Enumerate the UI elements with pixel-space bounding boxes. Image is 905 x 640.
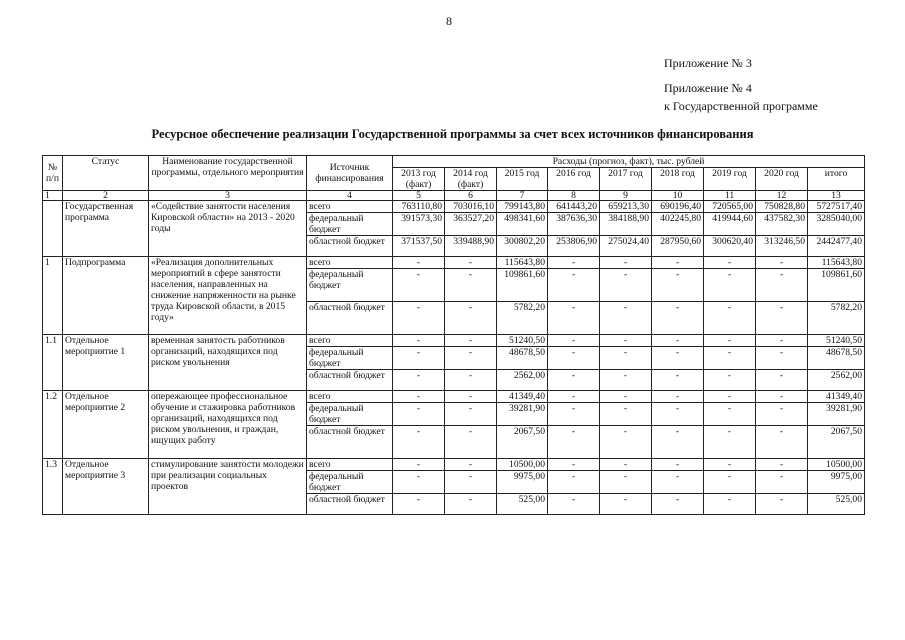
row-year-value: - <box>756 426 808 459</box>
row-year-value: - <box>445 494 497 515</box>
row-year-value: - <box>600 426 652 459</box>
row-year-value: 2067,50 <box>497 426 548 459</box>
row-year-value: - <box>393 269 445 302</box>
column-index: 13 <box>808 191 865 201</box>
row-total-value: 10500,00 <box>808 459 865 471</box>
row-year-value: - <box>393 335 445 347</box>
column-index: 6 <box>445 191 497 201</box>
row-year-value: - <box>652 302 704 335</box>
row-total-value: 109861,60 <box>808 269 865 302</box>
row-year-value: - <box>756 370 808 391</box>
header-year: 2013 год (факт) <box>393 168 445 191</box>
row-year-value: - <box>393 370 445 391</box>
row-year-value: - <box>704 459 756 471</box>
row-year-value: - <box>600 403 652 426</box>
row-year-value: - <box>445 347 497 370</box>
row-year-value: 799143,80 <box>497 201 548 213</box>
row-total-value: 2442477,40 <box>808 236 865 257</box>
row-year-value: - <box>393 347 445 370</box>
appendix-line-3: к Государственной программе <box>664 99 818 113</box>
row-year-value: - <box>600 335 652 347</box>
row-year-value: - <box>445 370 497 391</box>
row-funding-source: областной бюджет <box>307 370 393 391</box>
table-body <box>43 201 865 515</box>
row-total-value: 48678,50 <box>808 347 865 370</box>
header-year: 2020 год <box>756 168 808 191</box>
row-number: 1.2 <box>43 391 63 459</box>
column-index-row <box>43 191 865 201</box>
row-year-value: - <box>652 459 704 471</box>
row-year-value: - <box>704 391 756 403</box>
row-year-value: - <box>393 403 445 426</box>
row-year-value: - <box>756 257 808 269</box>
row-year-value: 703016,10 <box>445 201 497 213</box>
header-name: Наименование государственной программы, отдельного мероприятия <box>149 156 307 191</box>
row-funding-source: федеральный бюджет <box>307 403 393 426</box>
row-total-value: 2067,50 <box>808 426 865 459</box>
column-index: 5 <box>393 191 445 201</box>
column-index: 4 <box>307 191 393 201</box>
row-total-value: 5727517,40 <box>808 201 865 213</box>
row-year-value: - <box>756 391 808 403</box>
table-row <box>43 459 865 471</box>
row-number <box>43 201 63 257</box>
row-year-value: - <box>445 403 497 426</box>
row-year-value: 525,00 <box>497 494 548 515</box>
row-year-value: 48678,50 <box>497 347 548 370</box>
table-row <box>43 257 865 269</box>
header-row-1 <box>43 156 865 168</box>
row-year-value: - <box>652 347 704 370</box>
column-index: 11 <box>704 191 756 201</box>
row-total-value: 9975,00 <box>808 471 865 494</box>
row-year-value: - <box>756 403 808 426</box>
row-year-value: - <box>704 302 756 335</box>
header-year: 2016 год <box>548 168 600 191</box>
header-source: Источник финансирования <box>307 156 393 191</box>
column-index: 3 <box>149 191 307 201</box>
row-year-value: - <box>756 471 808 494</box>
row-year-value: 363527,20 <box>445 213 497 236</box>
row-year-value: - <box>548 403 600 426</box>
row-year-value: 275024,40 <box>600 236 652 257</box>
row-program-name: временная занятость работников организаций, находящихся под риском увольнения <box>149 335 307 391</box>
row-year-value: - <box>393 494 445 515</box>
header-year: 2019 год <box>704 168 756 191</box>
row-year-value: - <box>704 335 756 347</box>
row-year-value: 763110,80 <box>393 201 445 213</box>
row-year-value: - <box>704 269 756 302</box>
row-year-value: 419944,60 <box>704 213 756 236</box>
document-title: Ресурсное обеспечение реализации Государственной программы за счет всех источников финансирования <box>151 127 754 141</box>
row-year-value: 659213,30 <box>600 201 652 213</box>
row-year-value: - <box>600 391 652 403</box>
row-year-value: 720565,00 <box>704 201 756 213</box>
header-total: итого <box>808 168 865 191</box>
appendix-line-1: Приложение № 3 <box>664 56 752 70</box>
row-year-value: - <box>600 370 652 391</box>
row-year-value: - <box>393 471 445 494</box>
row-year-value: - <box>756 335 808 347</box>
row-total-value: 39281,90 <box>808 403 865 426</box>
column-index: 9 <box>600 191 652 201</box>
row-funding-source: всего <box>307 201 393 213</box>
row-year-value: 253806,90 <box>548 236 600 257</box>
row-year-value: - <box>600 269 652 302</box>
row-year-value: - <box>445 257 497 269</box>
row-year-value: - <box>445 459 497 471</box>
row-year-value: 313246,50 <box>756 236 808 257</box>
row-program-name: опережающее профессиональное обучение и стажировка работников организаций, находящихся под риском увольнения, и граждан, ищущих работу <box>149 391 307 459</box>
row-funding-source: федеральный бюджет <box>307 347 393 370</box>
row-year-value: 387636,30 <box>548 213 600 236</box>
row-year-value: 339488,90 <box>445 236 497 257</box>
row-funding-source: федеральный бюджет <box>307 269 393 302</box>
column-index: 7 <box>497 191 548 201</box>
row-funding-source: областной бюджет <box>307 302 393 335</box>
row-year-value: 109861,60 <box>497 269 548 302</box>
row-funding-source: всего <box>307 335 393 347</box>
row-year-value: - <box>756 347 808 370</box>
row-year-value: - <box>600 471 652 494</box>
column-index: 12 <box>756 191 808 201</box>
row-year-value: - <box>393 426 445 459</box>
row-funding-source: областной бюджет <box>307 494 393 515</box>
row-year-value: - <box>393 459 445 471</box>
row-total-value: 3285040,00 <box>808 213 865 236</box>
row-status: Отдельное мероприятие 3 <box>63 459 149 515</box>
column-index: 10 <box>652 191 704 201</box>
row-year-value: 115643,80 <box>497 257 548 269</box>
row-year-value: 402245,80 <box>652 213 704 236</box>
row-year-value: - <box>548 269 600 302</box>
column-index: 1 <box>43 191 63 201</box>
row-year-value: - <box>445 391 497 403</box>
row-year-value: - <box>393 391 445 403</box>
row-year-value: 41349,40 <box>497 391 548 403</box>
row-program-name: «Реализация дополнительных мероприятий в сфере занятости населения, направленных на снижение напряженности на рынке труда Кировской области, в 2015 году» <box>149 257 307 335</box>
row-funding-source: всего <box>307 459 393 471</box>
row-year-value: - <box>704 471 756 494</box>
row-total-value: 2562,00 <box>808 370 865 391</box>
row-total-value: 41349,40 <box>808 391 865 403</box>
row-year-value: 384188,90 <box>600 213 652 236</box>
row-year-value: - <box>652 370 704 391</box>
row-funding-source: федеральный бюджет <box>307 471 393 494</box>
row-year-value: - <box>393 257 445 269</box>
header-year: 2015 год <box>497 168 548 191</box>
row-year-value: - <box>652 257 704 269</box>
row-year-value: 10500,00 <box>497 459 548 471</box>
financing-table <box>42 155 865 515</box>
row-number: 1.3 <box>43 459 63 515</box>
row-year-value: - <box>600 347 652 370</box>
row-funding-source: всего <box>307 391 393 403</box>
row-year-value: 5782,20 <box>497 302 548 335</box>
row-year-value: - <box>548 335 600 347</box>
row-year-value: - <box>704 494 756 515</box>
row-year-value: - <box>600 459 652 471</box>
header-year: 2017 год <box>600 168 652 191</box>
row-year-value: 750828,80 <box>756 201 808 213</box>
row-funding-source: областной бюджет <box>307 236 393 257</box>
header-status: Статус <box>63 156 149 191</box>
row-year-value: - <box>548 257 600 269</box>
row-year-value: 690196,40 <box>652 201 704 213</box>
row-year-value: - <box>445 471 497 494</box>
row-total-value: 5782,20 <box>808 302 865 335</box>
row-year-value: - <box>704 347 756 370</box>
row-year-value: - <box>548 347 600 370</box>
row-year-value: - <box>704 426 756 459</box>
row-year-value: 51240,50 <box>497 335 548 347</box>
row-funding-source: федеральный бюджет <box>307 213 393 236</box>
row-number: 1.1 <box>43 335 63 391</box>
header-expenses: Расходы (прогноз, факт), тыс. рублей <box>393 156 865 168</box>
row-year-value: 391573,30 <box>393 213 445 236</box>
row-year-value: - <box>548 391 600 403</box>
row-funding-source: всего <box>307 257 393 269</box>
row-year-value: - <box>652 269 704 302</box>
table-row <box>43 201 865 213</box>
row-year-value: - <box>393 302 445 335</box>
row-year-value: 371537,50 <box>393 236 445 257</box>
row-year-value: - <box>445 426 497 459</box>
row-year-value: - <box>445 269 497 302</box>
row-year-value: - <box>548 459 600 471</box>
column-index: 2 <box>63 191 149 201</box>
row-year-value: - <box>652 426 704 459</box>
row-total-value: 51240,50 <box>808 335 865 347</box>
row-status: Подпрограмма <box>63 257 149 335</box>
table-row <box>43 391 865 403</box>
row-status: Отдельное мероприятие 2 <box>63 391 149 459</box>
row-year-value: - <box>704 257 756 269</box>
row-year-value: - <box>548 370 600 391</box>
row-year-value: - <box>445 302 497 335</box>
row-year-value: - <box>548 471 600 494</box>
header-num: № п/п <box>43 156 63 191</box>
row-year-value: - <box>600 302 652 335</box>
row-year-value: - <box>652 494 704 515</box>
row-program-name: стимулирование занятости молодежи при реализации социальных проектов <box>149 459 307 515</box>
table-row <box>43 335 865 347</box>
row-year-value: 300802,20 <box>497 236 548 257</box>
row-year-value: - <box>600 257 652 269</box>
row-year-value: 287950,60 <box>652 236 704 257</box>
header-year: 2018 год <box>652 168 704 191</box>
row-year-value: 437582,30 <box>756 213 808 236</box>
column-index: 8 <box>548 191 600 201</box>
appendix-line-2: Приложение № 4 <box>664 81 752 95</box>
row-total-value: 115643,80 <box>808 257 865 269</box>
row-year-value: - <box>548 302 600 335</box>
row-year-value: - <box>445 335 497 347</box>
row-program-name: «Содействие занятости населения Кировской области» на 2013 - 2020 годы <box>149 201 307 257</box>
row-status: Отдельное мероприятие 1 <box>63 335 149 391</box>
row-year-value: 39281,90 <box>497 403 548 426</box>
row-year-value: - <box>600 494 652 515</box>
row-year-value: - <box>756 302 808 335</box>
row-year-value: - <box>704 370 756 391</box>
row-year-value: 300620,40 <box>704 236 756 257</box>
header-year: 2014 год (факт) <box>445 168 497 191</box>
row-year-value: - <box>652 471 704 494</box>
row-year-value: - <box>652 335 704 347</box>
row-year-value: - <box>704 403 756 426</box>
row-year-value: 641443,20 <box>548 201 600 213</box>
row-total-value: 525,00 <box>808 494 865 515</box>
row-year-value: - <box>756 494 808 515</box>
page-number: 8 <box>446 14 452 28</box>
row-year-value: - <box>652 391 704 403</box>
row-year-value: - <box>548 426 600 459</box>
row-status: Государственная программа <box>63 201 149 257</box>
row-year-value: - <box>652 403 704 426</box>
row-year-value: - <box>548 494 600 515</box>
row-year-value: 2562,00 <box>497 370 548 391</box>
row-year-value: - <box>756 459 808 471</box>
row-year-value: 9975,00 <box>497 471 548 494</box>
row-year-value: - <box>756 269 808 302</box>
row-year-value: 498341,60 <box>497 213 548 236</box>
row-funding-source: областной бюджет <box>307 426 393 459</box>
row-number: 1 <box>43 257 63 335</box>
